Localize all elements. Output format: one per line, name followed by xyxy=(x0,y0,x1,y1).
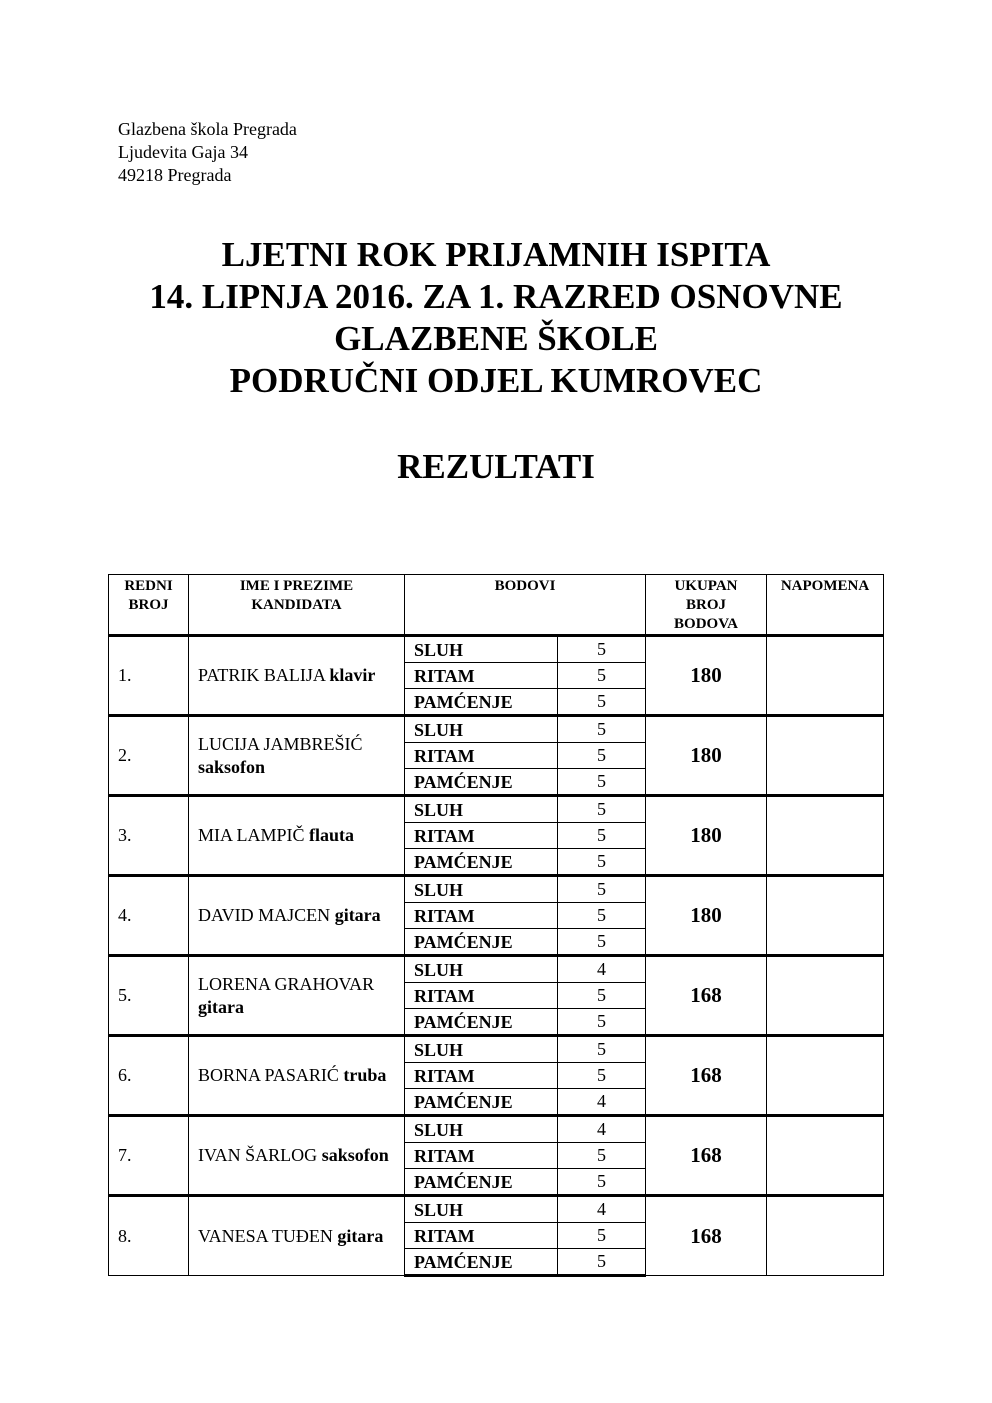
score-value: 5 xyxy=(558,743,646,769)
header-napomena: NAPOMENA xyxy=(767,575,884,636)
note-cell xyxy=(767,956,884,1036)
table-row xyxy=(109,1116,884,1143)
score-value: 5 xyxy=(558,1223,646,1249)
table-row xyxy=(109,716,884,743)
note-cell xyxy=(767,636,884,716)
score-label: SLUH xyxy=(405,876,558,903)
score-label: SLUH xyxy=(405,1196,558,1223)
note-cell xyxy=(767,1036,884,1116)
score-label: SLUH xyxy=(405,956,558,983)
score-label: PAMĆENJE xyxy=(405,1009,558,1036)
note-cell xyxy=(767,876,884,956)
candidate-name: LUCIJA JAMBREŠIĆ xyxy=(198,733,363,754)
note-cell xyxy=(767,1196,884,1276)
score-value: 5 xyxy=(558,876,646,903)
table-row xyxy=(109,956,884,983)
score-value: 5 xyxy=(558,1249,646,1276)
document-subtitle: REZULTATI xyxy=(397,447,595,486)
header-ime: IME I PREZIME KANDIDATA xyxy=(189,575,405,636)
candidate-name: MIA LAMPIČ xyxy=(198,825,305,845)
score-value: 4 xyxy=(558,1196,646,1223)
score-label: PAMĆENJE xyxy=(405,929,558,956)
score-value: 5 xyxy=(558,1169,646,1196)
candidate-name: VANESA TUĐEN xyxy=(198,1225,333,1246)
candidate-instrument: gitara xyxy=(198,996,244,1017)
score-label: PAMĆENJE xyxy=(405,769,558,796)
header-bodovi: BODOVI xyxy=(405,575,646,636)
total-points: 168 xyxy=(646,1036,767,1116)
candidate-name: IVAN ŠARLOG xyxy=(198,1145,318,1165)
score-value: 5 xyxy=(558,849,646,876)
candidate-cell xyxy=(189,956,405,1036)
score-value: 5 xyxy=(558,983,646,1009)
table-row xyxy=(109,636,884,663)
candidate-cell xyxy=(189,876,405,956)
score-value: 5 xyxy=(558,769,646,796)
score-label: RITAM xyxy=(405,1223,558,1249)
score-label: SLUH xyxy=(405,1116,558,1143)
row-number: 6. xyxy=(109,1036,189,1116)
score-value: 5 xyxy=(558,823,646,849)
school-name: Glazbena škola Pregrada xyxy=(118,119,297,139)
candidate-instrument: flauta xyxy=(309,825,355,845)
score-label: PAMĆENJE xyxy=(405,1249,558,1276)
score-label: RITAM xyxy=(405,903,558,929)
candidate-cell xyxy=(189,716,405,796)
row-number: 7. xyxy=(109,1116,189,1196)
table-row xyxy=(109,876,884,903)
candidate-cell xyxy=(189,1036,405,1116)
score-value: 5 xyxy=(558,1143,646,1169)
document-title xyxy=(0,234,992,402)
row-number: 2. xyxy=(109,716,189,796)
score-value: 5 xyxy=(558,636,646,663)
total-points: 168 xyxy=(646,1116,767,1196)
candidate-name: LORENA GRAHOVAR xyxy=(198,973,375,994)
row-number: 4. xyxy=(109,876,189,956)
score-value: 4 xyxy=(558,956,646,983)
candidate-cell xyxy=(189,1116,405,1196)
score-label: PAMĆENJE xyxy=(405,1089,558,1116)
score-label: RITAM xyxy=(405,1063,558,1089)
header-redni-broj: REDNI BROJ xyxy=(109,575,189,636)
candidate-instrument: truba xyxy=(343,1065,387,1085)
table-row xyxy=(109,1036,884,1063)
title-line-2: 14. LIPNJA 2016. ZA 1. RAZRED OSNOVNE xyxy=(149,277,843,316)
score-label: PAMĆENJE xyxy=(405,1169,558,1196)
score-value: 5 xyxy=(558,929,646,956)
candidate-cell xyxy=(189,636,405,716)
table-row xyxy=(109,1196,884,1223)
total-points: 180 xyxy=(646,716,767,796)
title-line-1: LJETNI ROK PRIJAMNIH ISPITA xyxy=(221,235,771,274)
score-label: SLUH xyxy=(405,716,558,743)
total-points: 180 xyxy=(646,876,767,956)
results-table xyxy=(108,574,884,1277)
score-value: 5 xyxy=(558,663,646,689)
score-value: 5 xyxy=(558,1063,646,1089)
table-header-row xyxy=(109,575,884,636)
score-value: 4 xyxy=(558,1116,646,1143)
score-value: 5 xyxy=(558,796,646,823)
candidate-name: DAVID MAJCEN xyxy=(198,905,331,925)
score-value: 4 xyxy=(558,1089,646,1116)
total-points: 168 xyxy=(646,956,767,1036)
row-number: 5. xyxy=(109,956,189,1036)
candidate-instrument: gitara xyxy=(334,905,381,925)
score-value: 5 xyxy=(558,1009,646,1036)
score-value: 5 xyxy=(558,903,646,929)
total-points: 180 xyxy=(646,636,767,716)
row-number: 8. xyxy=(109,1196,189,1276)
score-label: RITAM xyxy=(405,983,558,1009)
candidate-instrument: saksofon xyxy=(198,756,266,777)
score-label: SLUH xyxy=(405,636,558,663)
score-label: RITAM xyxy=(405,1143,558,1169)
candidate-instrument: gitara xyxy=(337,1225,384,1246)
table-row xyxy=(109,796,884,823)
score-value: 5 xyxy=(558,1036,646,1063)
school-street: Ljudevita Gaja 34 xyxy=(118,142,248,162)
candidate-name: PATRIK BALIJA xyxy=(198,665,325,685)
note-cell xyxy=(767,716,884,796)
score-label: RITAM xyxy=(405,663,558,689)
school-city: 49218 Pregrada xyxy=(118,165,232,185)
total-points: 168 xyxy=(646,1196,767,1276)
score-label: PAMĆENJE xyxy=(405,689,558,716)
candidate-name: BORNA PASARIĆ xyxy=(198,1065,339,1085)
candidate-cell xyxy=(189,796,405,876)
score-label: PAMĆENJE xyxy=(405,849,558,876)
row-number: 1. xyxy=(109,636,189,716)
row-number: 3. xyxy=(109,796,189,876)
score-label: SLUH xyxy=(405,1036,558,1063)
score-label: RITAM xyxy=(405,743,558,769)
total-points: 180 xyxy=(646,796,767,876)
header-ukupno: UKUPAN BROJ BODOVA xyxy=(646,575,767,636)
title-line-3: GLAZBENE ŠKOLE xyxy=(334,319,658,358)
note-cell xyxy=(767,1116,884,1196)
candidate-cell xyxy=(189,1196,405,1276)
title-line-4: PODRUČNI ODJEL KUMROVEC xyxy=(229,361,763,400)
score-label: SLUH xyxy=(405,796,558,823)
candidate-instrument: saksofon xyxy=(321,1145,389,1165)
candidate-instrument: klavir xyxy=(329,665,376,685)
score-value: 5 xyxy=(558,689,646,716)
school-address xyxy=(118,118,297,187)
score-label: RITAM xyxy=(405,823,558,849)
note-cell xyxy=(767,796,884,876)
score-value: 5 xyxy=(558,716,646,743)
